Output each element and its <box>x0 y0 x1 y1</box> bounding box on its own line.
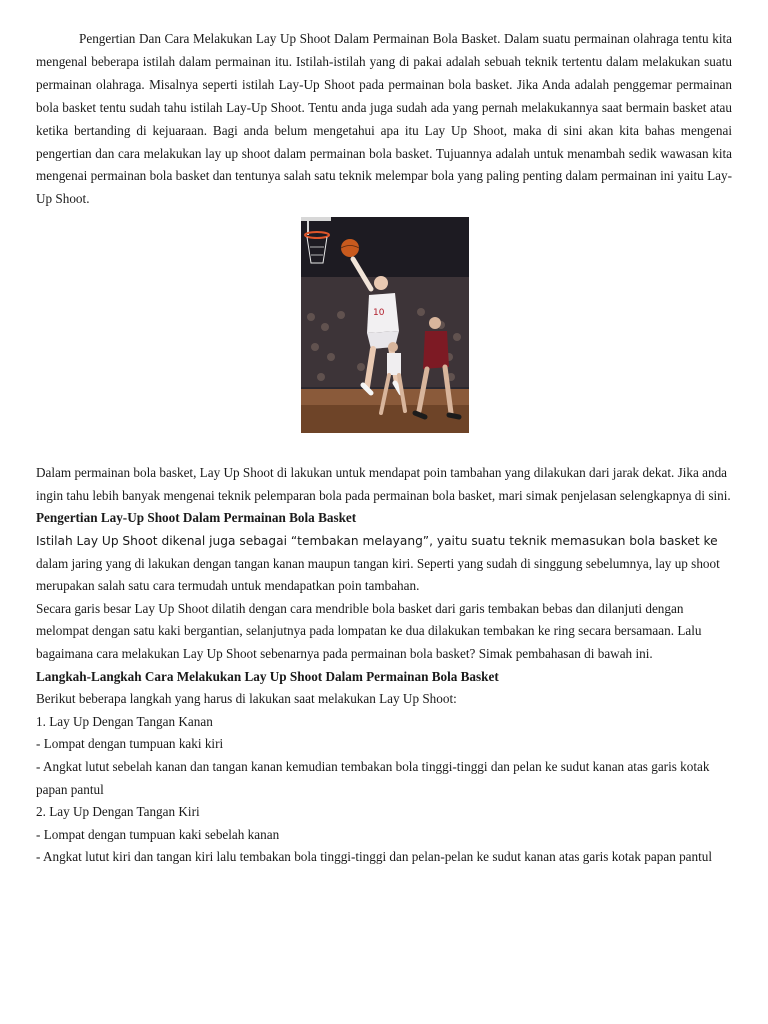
paragraph-text: dalam jaring yang di lakukan dengan tangan kanan maupun tangan kiri. Seperti yang sudah di singgung sebelumnya, lay up shoot merupakan salah satu cara termudah untuk mendapatkan poin tambahan. <box>36 555 720 594</box>
paragraph <box>36 530 732 598</box>
basketball-layup-photo <box>301 217 469 433</box>
svg-text:10: 10 <box>373 308 385 319</box>
paragraph: Berikut beberapa langkah yang harus di lakukan saat melakukan Lay Up Shoot: <box>36 691 457 707</box>
paragraph: Dalam permainan bola basket, Lay Up Shoot di lakukan untuk mendapat poin tambahan yang dilakukan dari jarak dekat. Jika anda ingin tahu lebih banyak mengenai teknik pelemparan bola pada permainan bola basket, mari simak penjelasan selengkapnya di sini. <box>36 465 731 503</box>
list-item: 2. Lay Up Dengan Tangan Kiri <box>36 804 200 820</box>
list-item: - Angkat lutut kiri dan tangan kiri lalu tembakan bola tinggi-tinggi dan pelan-pelan ke sudut kanan atas garis kotak papan pantul <box>36 849 713 865</box>
list-item: - Angkat lutut sebelah kanan dan tangan kanan kemudian tembakan bola tinggi-tinggi dan pelan ke sudut kanan atas garis kotak papan pantul <box>36 758 710 797</box>
paragraph: Secara garis besar Lay Up Shoot dilatih dengan cara mendrible bola basket dari garis tembakan bebas dan dilanjuti dengan melompat dengan satu kaki bergantian, selanjutnya pada lompatan ke dua dilakukan tembakan ke ring secara bersamaan. Lalu bagaimana cara melakukan Lay Up Shoot sebenarnya pada permainan bola basket? Simak pembahasan di bawah ini. <box>36 600 702 661</box>
list-item: - Lompat dengan tumpuan kaki kiri <box>36 736 224 752</box>
list-item: 1. Lay Up Dengan Tangan Kanan <box>36 713 213 729</box>
document-body <box>36 462 732 869</box>
document-page <box>36 28 732 869</box>
paragraph-sans-text: Istilah Lay Up Shoot dikenal juga sebagai “tembakan melayang”, yaitu suatu teknik memasukan bola basket ke <box>36 534 718 549</box>
intro-paragraph: Pengertian Dan Cara Melakukan Lay Up Shoot Dalam Permainan Bola Basket. Dalam suatu permainan olahraga tentu kita mengenal beberapa istilah dalam permainan itu. Istilah-istilah yang di pakai adalah sebuah teknik tertentu dalam melakukan suatu permainan olahraga. Misalnya seperti istilah Lay-Up Shoot pada permainan bola basket. Jika Anda adalah penggemar permainan bola basket tentu sudah tahu istilah Lay-Up Shoot. Tentu anda juga sudah ada yang pernah melakukannya saat bermain basket atau ketika bertanding di kejuaraan. Bagi anda belum mengetahui apa itu Lay Up Shoot, maka di sini akan kita bahas mengenai pengertian dan cara melakukan lay up shoot dalam permainan bola basket. Tujuannya adalah untuk menambah sedik wawasan kita mengenai permainan bola basket dan tentunya salah satu teknik melempar bola yang paling penting dalam permainan ini yaitu Lay-Up Shoot. <box>36 31 732 207</box>
list-item: - Lompat dengan tumpuan kaki sebelah kanan <box>36 826 280 842</box>
section-heading: Langkah-Langkah Cara Melakukan Lay Up Shoot Dalam Permainan Bola Basket <box>36 668 499 684</box>
section-heading: Pengertian Lay-Up Shoot Dalam Permainan Bola Basket <box>36 510 357 526</box>
